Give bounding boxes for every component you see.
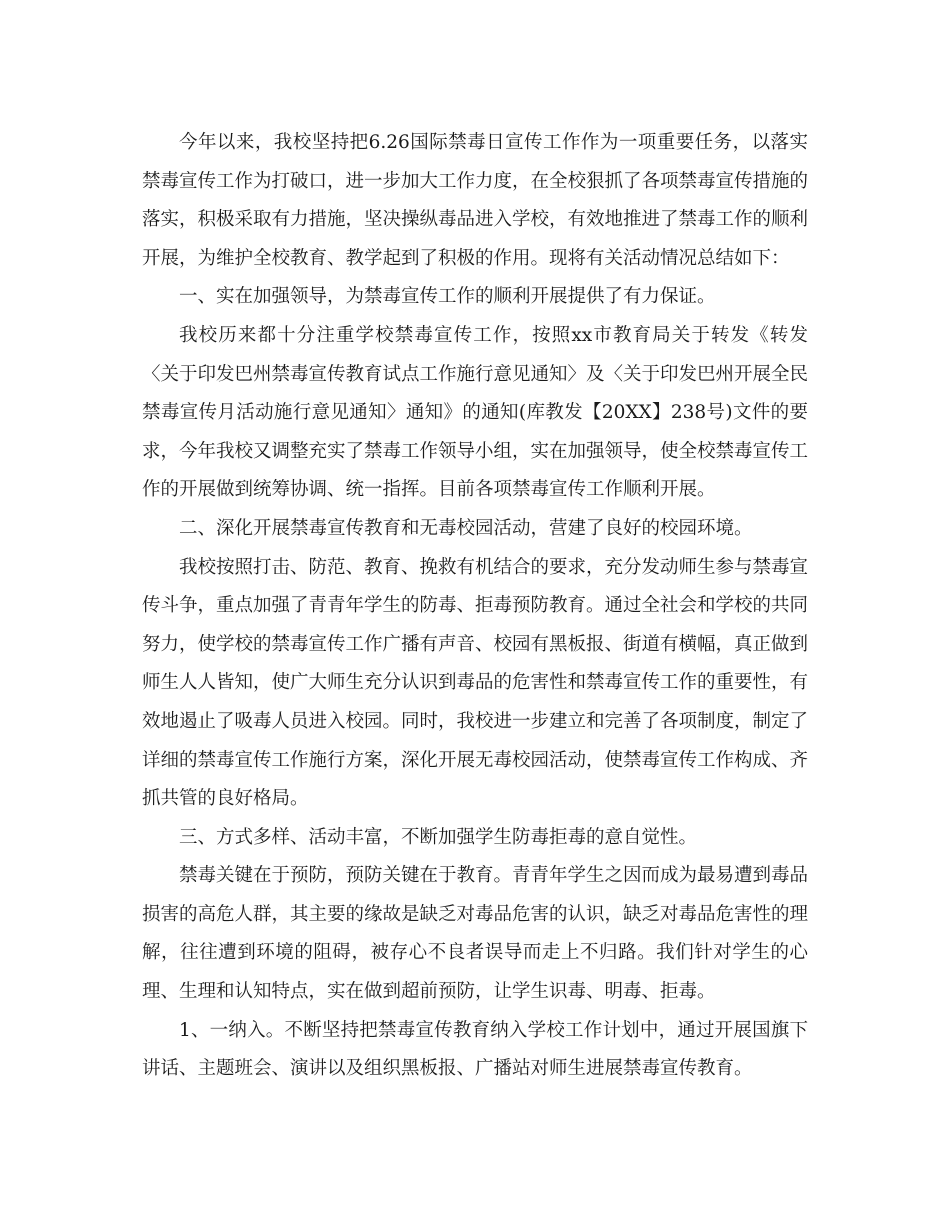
section-heading-2: 二、深化开展禁毒宣传教育和无毒校园活动，营建了良好的校园环境。	[179, 517, 753, 539]
paragraph-section-1: 我校历来都十分注重学校禁毒宣传工作，按照xx市教育局关于转发《转发〈关于印发巴州禁毒宣传教育试点工作施行意见通知〉及〈关于印发巴州开展全民禁毒宣传月活动施行意见通知〉通知》的通知(库教发【20XX】238号)文件的要求，今年我校又调整充实了禁毒工作领导小组，实在加强领导，使全校禁毒宣传工作的开展做到统筹协调、统一指挥。目前各项禁毒宣传工作顺利开展。	[142, 324, 809, 501]
paragraph-intro: 今年以来，我校坚持把6.26国际禁毒日宣传工作作为一项重要任务，以落实禁毒宣传工作为打破口，进一步加大工作力度，在全校狠抓了各项禁毒宣传措施的落实，积极采取有力措施，坚决操纵毒品进入学校，有效地推进了禁毒工作的顺利开展，为维护全校教育、教学起到了积极的作用。现将有关活动情况总结如下：	[142, 132, 809, 269]
section-heading-3: 三、方式多样、活动丰富，不断加强学生防毒拒毒的意自觉性。	[179, 826, 698, 848]
section-heading-1: 一、实在加强领导，为禁毒宣传工作的顺利开展提供了有力保证。	[179, 286, 716, 308]
paragraph-section-2: 我校按照打击、防范、教育、挽救有机结合的要求，充分发动师生参与禁毒宣传斗争，重点加强了青青年学生的防毒、拒毒预防教育。通过全社会和学校的共同努力，使学校的禁毒宣传工作广播有声音、校园有黑板报、街道有横幅，真正做到师生人人皆知，使广大师生充分认识到毒品的危害性和禁毒宣传工作的重要性，有效地遏止了吸毒人员进入校园。同时，我校进一步建立和完善了各项制度，制定了详细的禁毒宣传工作施行方案，深化开展无毒校园活动，使禁毒宣传工作构成、齐抓共管的良好格局。	[142, 556, 809, 810]
paragraph-section-3: 禁毒关键在于预防，预防关键在于教育。青青年学生之因而成为最易遭到毒品损害的高危人群，其主要的缘故是缺乏对毒品危害的认识，缺乏对毒品危害性的理解，往往遭到环境的阻碍，被存心不良者误导而走上不归路。我们针对学生的心理、生理和认知特点，实在做到超前预防，让学生识毒、明毒、拒毒。	[142, 865, 809, 1003]
paragraph-item-1: 1、一纳入。不断坚持把禁毒宣传教育纳入学校工作计划中，通过开展国旗下讲话、主题班会、演讲以及组织黑板报、广播站对师生进展禁毒宣传教育。	[142, 1019, 808, 1080]
document-body	[142, 124, 808, 1089]
